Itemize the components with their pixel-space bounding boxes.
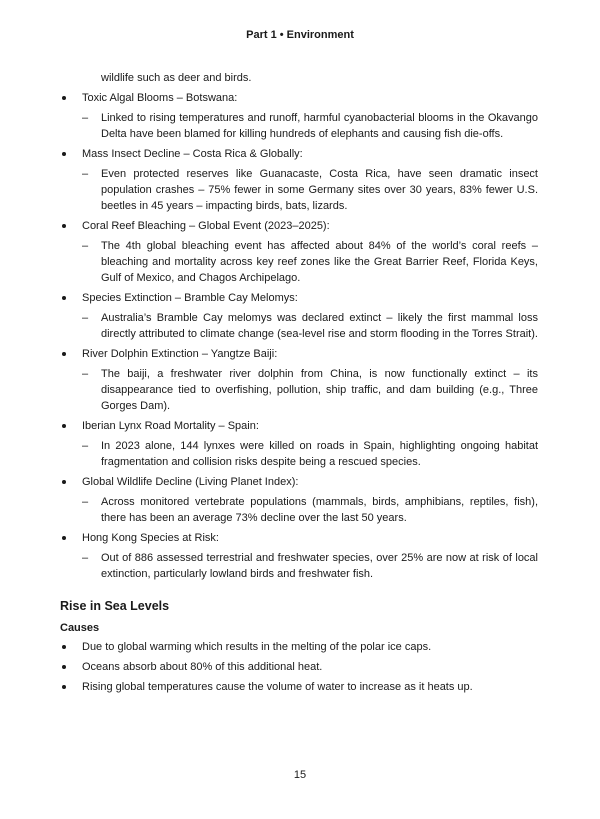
bullet-icon [62, 685, 66, 689]
causes-subheading: Causes [60, 622, 100, 634]
bullet-icon [62, 536, 66, 540]
impact-title: Hong Kong Species at Risk: [82, 532, 219, 544]
impact-detail: – The 4th global bleaching event has affected about 84% of the world’s coral reefs – bleaching and mortality across key reef zones like the Great Barrier Reef, Florida Keys, Gulf of Mexico, and Chagos Archipelago. [82, 240, 538, 284]
impact-item [60, 90, 538, 142]
bullet-icon [62, 424, 66, 428]
dash-icon: – [82, 312, 89, 324]
impact-detail: – Across monitored vertebrate populations (mammals, birds, amphibians, reptiles, fish), there has been an average 73% decline over the last 50 years. [82, 496, 538, 524]
impact-item [60, 146, 538, 214]
impact-title: Global Wildlife Decline (Living Planet Index): [82, 476, 299, 488]
impact-title: Mass Insect Decline – Costa Rica & Globally: [82, 148, 303, 160]
cause-item: Due to global warming which results in the melting of the polar ice caps. [60, 639, 538, 655]
impact-detail: – Australia’s Bramble Cay melomys was declared extinct – likely the first mammal loss directly attributed to climate change (sea-level rise and storm flooding in the Torres Strait). [82, 312, 538, 340]
bullet-icon [62, 96, 66, 100]
dash-icon: – [82, 496, 89, 508]
bullet-icon [62, 352, 66, 356]
impact-title: Species Extinction – Bramble Cay Melomys: [82, 292, 298, 304]
impact-item [60, 474, 538, 526]
impact-detail: – The baiji, a freshwater river dolphin from China, is now functionally extinct – its disappearance tied to overfishing, pollution, ship traffic, and dam building (e.g., Three Gorges Dam). [82, 368, 538, 412]
impact-detail: – Linked to rising temperatures and runoff, harmful cyanobacterial blooms in the Okavango Delta have been blamed for killing hundreds of elephants and causing fish die-offs. [82, 112, 538, 140]
dash-icon: – [82, 112, 89, 124]
impact-title: Toxic Algal Blooms – Botswana: [82, 92, 238, 104]
impact-item [60, 290, 538, 342]
dash-icon: – [82, 240, 89, 252]
impact-title: Iberian Lynx Road Mortality – Spain: [82, 420, 259, 432]
dash-icon: – [82, 440, 89, 452]
impact-detail: – Even protected reserves like Guanacaste, Costa Rica, have seen dramatic insect population crashes – 75% fewer in some Germany sites over 30 years, 83% fewer U.S. beetles in 45 years – impacting birds, bats, lizards. [82, 168, 538, 212]
continuation-line: wildlife such as deer and birds. [101, 72, 252, 84]
dash-icon: – [82, 552, 89, 564]
cause-item: Oceans absorb about 80% of this additional heat. [60, 659, 538, 675]
impact-item [60, 418, 538, 470]
impact-item [60, 530, 538, 582]
dash-icon: – [82, 368, 89, 380]
impact-item [60, 346, 538, 414]
page-number: 15 [293, 769, 307, 781]
bullet-icon [62, 480, 66, 484]
page-content [60, 70, 538, 699]
bullet-icon [62, 152, 66, 156]
section-heading: Rise in Sea Levels [60, 599, 170, 613]
cause-item: Rising global temperatures cause the volume of water to increase as it heats up. [60, 679, 538, 695]
impact-list [60, 90, 538, 582]
impact-title: Coral Reef Bleaching – Global Event (2023–2025): [82, 220, 330, 232]
bullet-icon [62, 645, 66, 649]
bullet-icon [62, 296, 66, 300]
impact-title: River Dolphin Extinction – Yangtze Baiji: [82, 348, 278, 360]
impact-item [60, 218, 538, 286]
impact-detail: – In 2023 alone, 144 lynxes were killed on roads in Spain, highlighting ongoing habitat fragmentation and collision risks despite being a rescued species. [82, 440, 538, 468]
impact-detail: – Out of 886 assessed terrestrial and freshwater species, over 25% are now at risk of local extinction, particularly lowland birds and freshwater fish. [82, 552, 538, 580]
bullet-icon [62, 665, 66, 669]
causes-list [60, 639, 538, 695]
dash-icon: – [82, 168, 89, 180]
bullet-icon [62, 224, 66, 228]
running-header: Part 1 • Environment [246, 29, 354, 41]
